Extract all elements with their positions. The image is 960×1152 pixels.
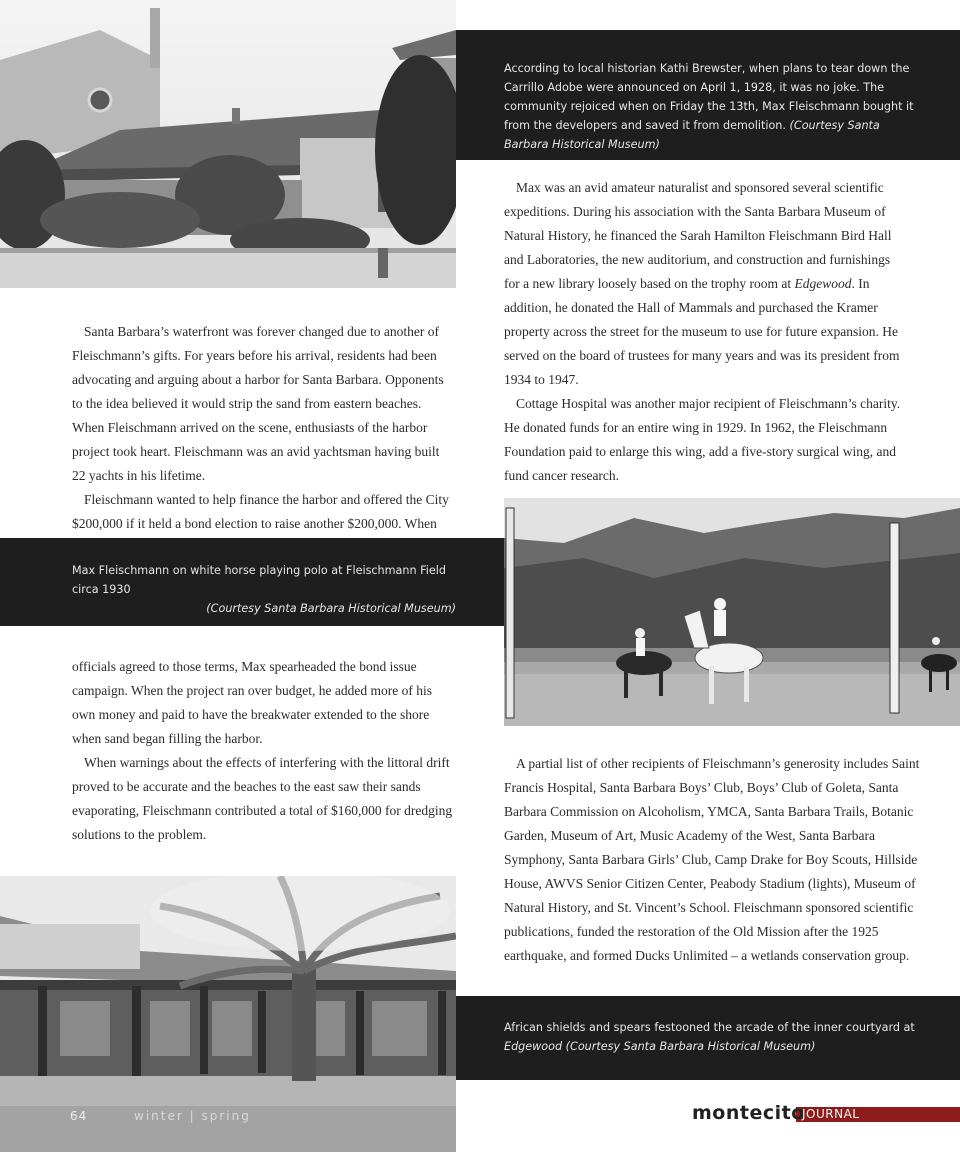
article-column-left-top [72,320,456,536]
italic-home-name: Edgewood [794,276,852,291]
article-column-right-bottom [504,752,922,968]
paragraph-dredging: When warnings about the effects of interfering with the littoral drift proved to be accurate and the beaches to the east saw their sands evaporating, Fleischmann contributed a total of $160,000 for dredging solutions to the problem. [72,755,453,842]
photo-polo [504,498,960,726]
article-column-left-bottom [72,655,456,847]
paragraph-text: Max was an avid amateur naturalist and sponsored several scientific expeditions. During his association with the Santa Barbara Museum of Natural History, he financed the Sarah Hamilton Fleischmann Bird Hall and Laboratories, the new auditorium, and construction and furnishings for a new library loosely based on the trophy room at [504,180,892,291]
caption-text: According to local historian Kathi Brewster, when plans to tear down the Carrillo Adobe were announced on April 1, 1928, it was no joke. The community rejoiced when on Friday the 13th, Max Fleischmann bought it from the developers and saved it from demolition. [504,62,914,132]
caption-credit: (Courtesy Santa Barbara Historical Museum) [504,119,880,151]
paragraph-museum [504,176,904,392]
paragraph-recipients: A partial list of other recipients of Fleischmann’s generosity includes Saint Francis Hospital, Santa Barbara Boys’ Club, Boys’ Club of Goleta, Santa Barbara Commission on Alcoholism, YMCA, Santa Barbara Trails, Botanic Garden, Museum of Art, Music Academy of the West, Santa Barbara Symphony, Santa Barbara Girls’ Club, Camp Drake for Boy Scouts, Hillside House, AWVS Senior Citizen Center, Peabody Stadium (lights), Museum of Natural History, and St. Vincent’s School. Fleischmann sponsored scientific publications, funded the restoration of the Old Mission after the 1925 earthquake, and formed Ducks Unlimited – a wetlands conservation group. [504,756,920,963]
masthead-logo [692,1103,960,1125]
article-column-right-top [504,176,904,488]
masthead-word: montecito [692,1102,805,1124]
paragraph-harbor: Santa Barbara’s waterfront was forever changed due to another of Fleischmann’s gifts. For years before his arrival, residents had been advocating and arguing about a harbor for Santa Barbara. Opponents to the idea believed it would strip the sand from eastern beaches. When Fleischmann arrived on the scene, enthusiasts of the harbor project took heart. Fleischmann was an avid yachtsman having built 22 yachts in his lifetime. [72,324,444,483]
paragraph-bond-offer: Fleischmann wanted to help finance the harbor and offered the City $200,000 if it held a bond election to raise another $200,000. When [72,492,449,531]
caption-text: Max Fleischmann on white horse playing polo at Fleischmann Field circa 1930 [72,564,446,596]
page-number: 64 [70,1109,88,1123]
paragraph-text: . In addition, he donated the Hall of Mammals and purchased the Kramer property across the street for the museum to use for future expansion. He served on the board of trustees for many years and was its president from 1934 to 1947. [504,276,900,387]
photo-carrillo-adobe [0,0,456,288]
caption-credit: Edgewood (Courtesy Santa Barbara Historical Museum) [504,1040,816,1053]
caption-credit: (Courtesy Santa Barbara Historical Museum) [206,602,456,615]
caption-carrillo-adobe [456,30,960,160]
caption-text: African shields and spears festooned the arcade of the inner courtyard at [504,1021,915,1034]
paragraph-hospital: Cottage Hospital was another major recipient of Fleischmann’s charity. He donated funds for an entire wing in 1929. In 1962, the Fleischmann Foundation paid to enlarge this wing, add a five-story surgical wing, and fund cancer research. [504,396,901,483]
issue-season: winter | spring [134,1109,251,1123]
masthead-suffix: JOURNAL [802,1107,860,1121]
caption-edgewood [456,996,960,1080]
paragraph-bond-campaign: officials agreed to those terms, Max spearheaded the bond issue campaign. When the project ran over budget, he added more of his own money and paid to have the breakwater extended to the shore when sand began filling the harbor. [72,659,432,746]
caption-polo [0,538,504,626]
